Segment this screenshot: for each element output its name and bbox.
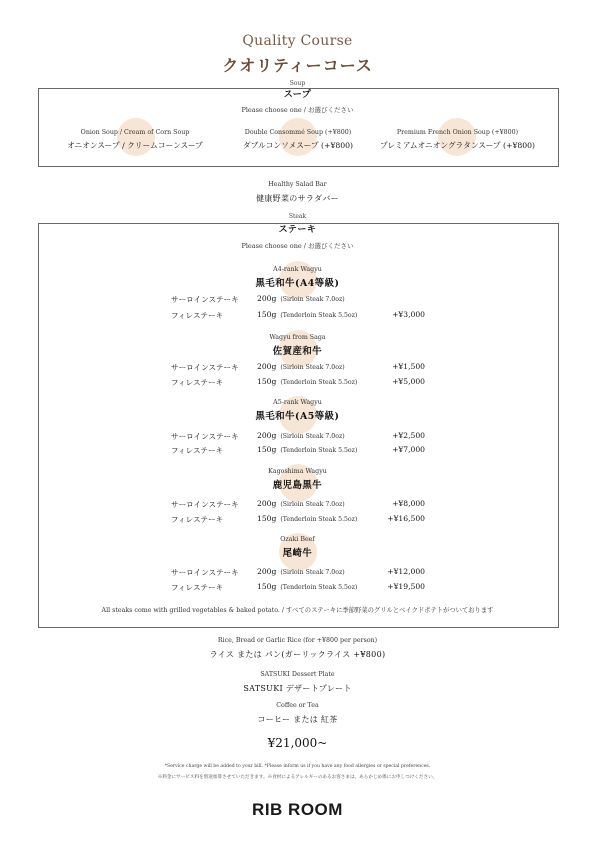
coffee-jp: コーヒー または 紅茶 [257,715,338,724]
group-5-row-2 [0,582,595,594]
group-2-row-2 [0,377,595,389]
group-4-row-2 [0,514,595,526]
row-grams: 200g [257,362,277,371]
row-grams: 150g [257,582,277,591]
row-desc: (Tenderloin Steak 5.5oz) [280,312,358,319]
group-3-jp: 黒毛和牛(A5等級) [255,411,340,422]
soup-label-jp: スープ [283,90,312,100]
row-desc: (Sirloin Steak 7.0oz) [280,296,345,303]
soup-option-1 [45,129,225,151]
soup-option-3 [365,129,550,151]
row-price: +¥2,500 [392,431,425,440]
row-name: フィレステーキ [171,446,224,455]
course-title-jp: クオリティーコース [222,56,373,75]
salad-jp: 健康野菜のサラダバー [256,194,339,203]
steak-label-jp: ステーキ [278,225,317,235]
course-price: ¥21,000~ [267,736,328,750]
row-grams: 150g [257,377,277,386]
coffee-en: Coffee or Tea [276,702,319,709]
rice-en: Rice, Bread or Garlic Rice (for +¥800 per person) [217,637,378,644]
footnote-jp: ※料金にサービス料を別途加算させていただきます。※食材によるアレルギーのあるお客さまは、あらかじめ係にお申しつけください。 [157,775,438,780]
group-1-row-1 [0,294,595,306]
group-2-en: Wagyu from Saga [269,334,326,341]
group-3-row-1 [0,431,595,443]
soup-option-3-en: Premium French Onion Soup (+¥800) [396,129,519,136]
row-price: +¥5,000 [392,377,425,386]
row-desc: (Sirloin Steak 7.0oz) [280,433,345,440]
group-2-row-1 [0,362,595,374]
row-desc: (Sirloin Steak 7.0oz) [280,501,345,508]
row-price: +¥7,000 [392,445,425,454]
row-price: +¥19,500 [387,582,425,591]
group-1-jp: 黒毛和牛(A4等級) [255,278,340,289]
row-grams: 200g [257,499,277,508]
footnote-en: *Service charge will be added to your bill. *Please inform us if you have any food allergies or special preferences. [164,764,431,769]
row-desc: (Sirloin Steak 7.0oz) [280,569,345,576]
row-name: フィレステーキ [171,583,224,592]
group-4-row-1 [0,499,595,511]
row-name: サーロインステーキ [171,432,239,441]
row-desc: (Tenderloin Steak 5.5oz) [280,379,358,386]
group-1-en: A4-rank Wagyu [273,266,322,273]
group-3-en: A5-rank Wagyu [273,399,322,406]
group-2-jp: 佐賀産和牛 [272,346,323,357]
steak-note: All steaks come with grilled vegetables & baked potato. / すべてのステーキに季節野菜のグリルとベイクドポテトがついております [101,607,494,614]
group-1-row-2 [0,310,595,322]
rib-room-logo: RIB ROOM [252,800,343,819]
row-name: フィレステーキ [171,515,224,524]
row-grams: 200g [257,567,277,576]
row-price: +¥3,000 [392,310,425,319]
group-5-en: Ozaki Beef [280,536,315,543]
row-desc: (Tenderloin Steak 5.5oz) [280,516,358,523]
soup-option-3-jp: プレミアムオニオングラタンスープ (+¥800) [379,141,536,150]
rice-jp: ライス または パン(ガーリックライス +¥800) [209,650,386,659]
row-name: フィレステーキ [171,378,224,387]
row-name: サーロインステーキ [171,568,239,577]
steak-label-en: Steak [288,213,307,220]
group-4-en: Kagoshima Wagyu [268,468,327,475]
row-price: +¥8,000 [392,499,425,508]
steak-choose: Please choose one / お選びください [241,242,354,250]
soup-option-1-en: Onion Soup / Cream of Corn Soup [80,129,190,136]
row-name: サーロインステーキ [171,500,239,509]
group-4-jp: 鹿児島黒牛 [272,480,323,491]
row-grams: 200g [257,431,277,440]
group-5-jp: 尾崎牛 [282,548,313,559]
soup-choose: Please choose one / お選びください [241,106,354,114]
soup-option-2 [208,129,388,151]
row-desc: (Sirloin Steak 7.0oz) [280,364,345,371]
soup-option-1-jp: オニオンスープ / クリームコーンスープ [67,141,203,150]
row-price: +¥16,500 [387,514,425,523]
row-name: サーロインステーキ [171,363,239,372]
course-title-en: Quality Course [242,33,353,49]
row-price: +¥1,500 [392,362,425,371]
row-price: +¥12,000 [387,567,425,576]
dessert-en: SATSUKI Dessert Plate [260,671,335,678]
soup-option-2-en: Double Consommé Soup (+¥800) [244,129,352,136]
row-grams: 150g [257,514,277,523]
row-grams: 200g [257,294,277,303]
row-grams: 150g [257,310,277,319]
soup-label-en: Soup [289,80,306,87]
dessert-jp: SATSUKI デザートプレート [243,684,352,693]
row-desc: (Tenderloin Steak 5.5oz) [280,584,358,591]
soup-option-2-jp: ダブルコンソメスープ (+¥800) [242,141,354,150]
salad-en: Healthy Salad Bar [268,181,327,188]
group-3-row-2 [0,445,595,457]
row-name: フィレステーキ [171,311,224,320]
row-desc: (Tenderloin Steak 5.5oz) [280,447,358,454]
row-name: サーロインステーキ [171,295,239,304]
group-5-row-1 [0,567,595,579]
row-grams: 150g [257,445,277,454]
